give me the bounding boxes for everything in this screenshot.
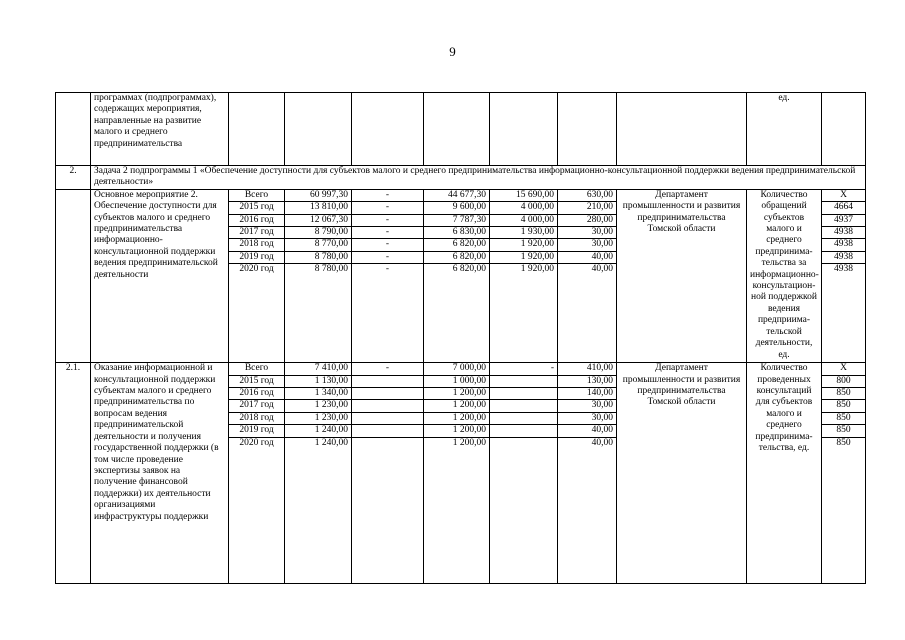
cell-local: 4 000,00 <box>490 202 558 214</box>
cell-federal <box>352 425 424 437</box>
cell-total: 8 790,00 <box>285 227 352 239</box>
cell-regional: 6 820,00 <box>424 239 490 251</box>
task-title: Задача 2 подпрограммы 1 «Обеспечение доступности для субъектов малого и среднего предпринимательства информационно-консультационной поддержки ведения предпринимательской деятельности» <box>91 166 866 190</box>
cell-indicator-value: 850 <box>822 388 866 400</box>
cell-num <box>56 93 91 166</box>
cell-federal: - <box>352 363 424 375</box>
cell-extrabudget: 40,00 <box>558 425 617 437</box>
task-row <box>56 166 866 190</box>
cell-indicator-value: X <box>822 363 866 375</box>
cell-year: 2020 год <box>229 437 285 583</box>
cell-extrabudget: 280,00 <box>558 214 617 226</box>
cell-extrabudget: 30,00 <box>558 239 617 251</box>
cell-indicator-value: 4938 <box>822 239 866 251</box>
cell-total: 8 770,00 <box>285 239 352 251</box>
cell-federal <box>352 388 424 400</box>
cell-federal: - <box>352 251 424 263</box>
cell-total: 1 340,00 <box>285 388 352 400</box>
cell-indicator-value: 4664 <box>822 202 866 214</box>
cell-indicator-value: 800 <box>822 375 866 387</box>
cell-year: 2019 год <box>229 425 285 437</box>
cell-federal: - <box>352 239 424 251</box>
cell-regional: 6 830,00 <box>424 227 490 239</box>
cell-total: 8 780,00 <box>285 264 352 363</box>
cell-extrabudget: 410,00 <box>558 363 617 375</box>
cell-federal: - <box>352 189 424 201</box>
cell-regional: 7 787,30 <box>424 214 490 226</box>
cell-extrabudget: 30,00 <box>558 400 617 412</box>
cell-federal <box>352 412 424 424</box>
cell-year: 2015 год <box>229 202 285 214</box>
cell-regional: 6 820,00 <box>424 264 490 363</box>
continuation-text: программах (подпрограммах), содержащих мероприятия, направленные на развитие малого и среднего предпринимательства <box>91 93 229 166</box>
cell-regional: 6 820,00 <box>424 251 490 263</box>
cell-indicator-value: 850 <box>822 425 866 437</box>
cell-federal: - <box>352 264 424 363</box>
cell-regional: 1 000,00 <box>424 375 490 387</box>
measure-number <box>56 189 91 362</box>
cell-extrabudget: 210,00 <box>558 202 617 214</box>
cell-local <box>490 425 558 437</box>
program-table <box>55 92 866 584</box>
cell-indicator-value: 4938 <box>822 227 866 239</box>
cell-extrabudget: 40,00 <box>558 251 617 263</box>
continuation-row <box>56 93 866 166</box>
cell-total: 1 130,00 <box>285 375 352 387</box>
cell-total: 1 240,00 <box>285 425 352 437</box>
measure-name: Основное мероприятие 2. Обеспечение доступности для субъектов малого и среднего предпринимательства информационно-консультационной поддержки ведения предпринимательской деятельности <box>91 189 229 362</box>
page-number: 9 <box>449 44 456 59</box>
cell-regional: 1 200,00 <box>424 425 490 437</box>
cell-total: 7 410,00 <box>285 363 352 375</box>
cell-extrabudget: 140,00 <box>558 388 617 400</box>
cell-federal: - <box>352 227 424 239</box>
cell-year: 2017 год <box>229 227 285 239</box>
cell-local <box>490 412 558 424</box>
cell-year: 2020 год <box>229 264 285 363</box>
cell-regional: 1 200,00 <box>424 437 490 583</box>
cell-regional: 1 200,00 <box>424 412 490 424</box>
task-number: 2. <box>56 166 91 190</box>
cell-federal <box>352 437 424 583</box>
measure-number: 2.1. <box>56 363 91 583</box>
cell-year: 2017 год <box>229 400 285 412</box>
cell-total: 60 997,30 <box>285 189 352 201</box>
cell-regional: 7 000,00 <box>424 363 490 375</box>
cell-total: 13 810,00 <box>285 202 352 214</box>
cell-year: 2015 год <box>229 375 285 387</box>
cell-indicator-value: X <box>822 189 866 201</box>
cell-local: 15 690,00 <box>490 189 558 201</box>
cell-year: 2019 год <box>229 251 285 263</box>
cell-extrabudget: 30,00 <box>558 412 617 424</box>
cell-extrabudget: 40,00 <box>558 437 617 583</box>
cell-extrabudget: 30,00 <box>558 227 617 239</box>
cell-local: - <box>490 363 558 375</box>
cell-indicator-value: 850 <box>822 437 866 583</box>
measure-executor: Департамент промышленности и развития предпринимательства Томской области <box>617 363 747 583</box>
cell-year: 2016 год <box>229 388 285 400</box>
cell-local <box>490 437 558 583</box>
cell-local: 1 920,00 <box>490 239 558 251</box>
cell-local: 1 920,00 <box>490 251 558 263</box>
cell-extrabudget: 630,00 <box>558 189 617 201</box>
cell-indicator-value: 850 <box>822 400 866 412</box>
cell-year: 2018 год <box>229 239 285 251</box>
cell-year: 2016 год <box>229 214 285 226</box>
cell-indicator-value: 4938 <box>822 264 866 363</box>
cell-federal <box>352 375 424 387</box>
cell-local: 1 930,00 <box>490 227 558 239</box>
cell-total: 1 230,00 <box>285 400 352 412</box>
cell-year: 2018 год <box>229 412 285 424</box>
cell-regional: 44 677,30 <box>424 189 490 201</box>
measure-indicator: Количество проведенных консультаций для субъектов малого и среднего предпринима-тельства, ед. <box>747 363 822 583</box>
table-row <box>56 189 866 201</box>
cell-federal: - <box>352 202 424 214</box>
measure-name: Оказание информационной и консультационной поддержки субъектам малого и среднего предпринимательства по вопросам ведения предпринимательской деятельности и получения государственной поддержки (в том числе проведение экспертизы заявок на получение финансовой поддержки) их деятельности организациями инфраструктуры поддержки <box>91 363 229 583</box>
cell-indicator-value: 4938 <box>822 251 866 263</box>
cell-extrabudget: 40,00 <box>558 264 617 363</box>
cell-federal <box>352 400 424 412</box>
table-row <box>56 363 866 375</box>
cell-local: 1 920,00 <box>490 264 558 363</box>
cell-year: Всего <box>229 189 285 201</box>
cell-total: 1 240,00 <box>285 437 352 583</box>
cell-local: 4 000,00 <box>490 214 558 226</box>
continuation-unit: ед. <box>747 93 822 166</box>
cell-regional: 1 200,00 <box>424 400 490 412</box>
cell-indicator-value: 850 <box>822 412 866 424</box>
measure-indicator: Количество обращений субъектов малого и среднего предпринима-тельства за информационно-консультацион-ной поддержкой ведения предприима-тельской деятельности, ед. <box>747 189 822 362</box>
cell-local <box>490 388 558 400</box>
cell-indicator-value: 4937 <box>822 214 866 226</box>
cell-local <box>490 400 558 412</box>
measure-executor: Департамент промышленности и развития предпринимательства Томской области <box>617 189 747 362</box>
cell-extrabudget: 130,00 <box>558 375 617 387</box>
cell-regional: 9 600,00 <box>424 202 490 214</box>
cell-federal: - <box>352 214 424 226</box>
cell-regional: 1 200,00 <box>424 388 490 400</box>
cell-local <box>490 375 558 387</box>
cell-total: 1 230,00 <box>285 412 352 424</box>
cell-total: 12 067,30 <box>285 214 352 226</box>
cell-year: Всего <box>229 363 285 375</box>
cell-total: 8 780,00 <box>285 251 352 263</box>
